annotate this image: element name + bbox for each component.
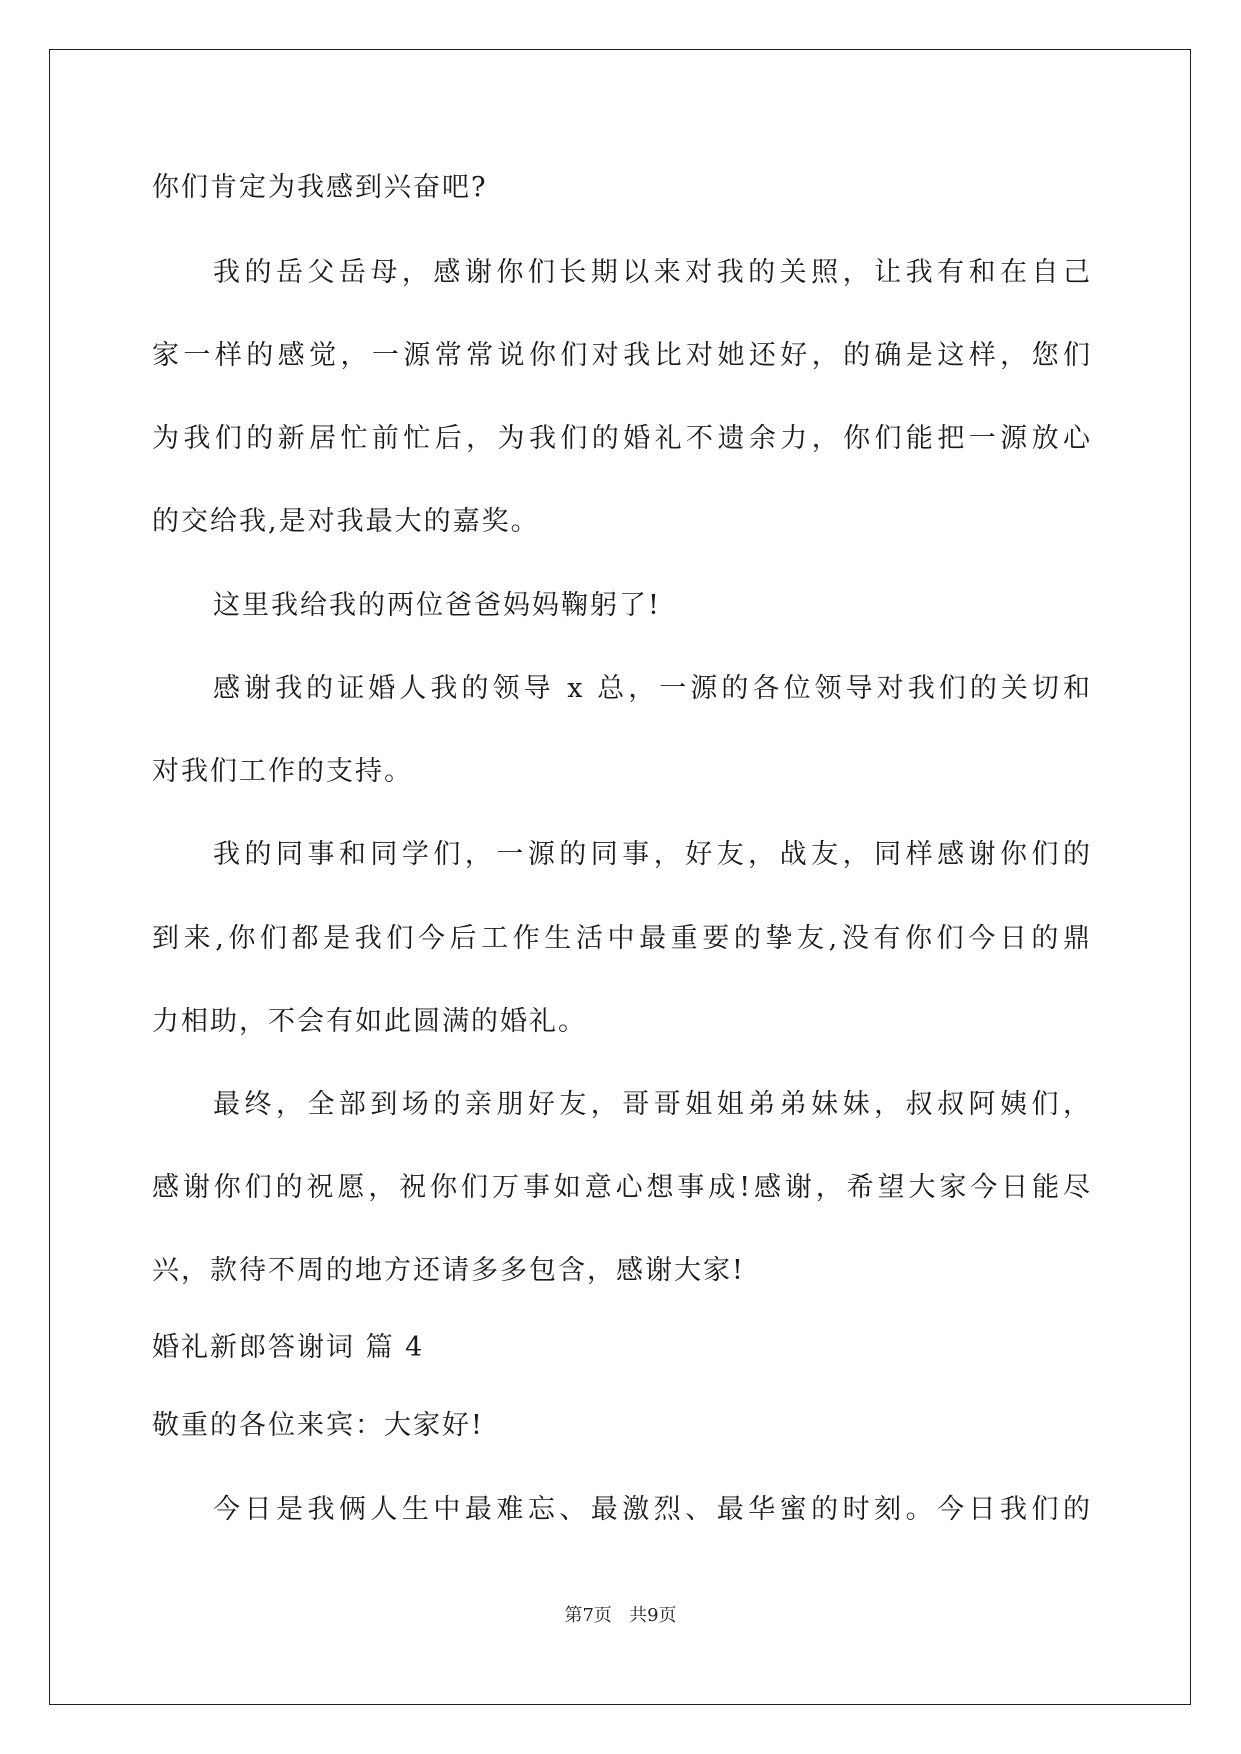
paragraph-first-line: 我的岳父岳母，感谢你们长期以来对我的关照，让我有和在自己 <box>213 257 1092 288</box>
text-line: 你们肯定为我感到兴奋吧? <box>152 172 488 203</box>
footer-spacer <box>612 1605 629 1626</box>
text-line: 为我们的新居忙前忙后，为我们的婚礼不遗余力，你们能把一源放心 <box>152 423 1092 454</box>
page-total: 共9页 <box>629 1605 677 1626</box>
salutation-line: 敬重的各位来宾：大家好! <box>152 1410 484 1441</box>
text-line: 对我们工作的支持。 <box>152 756 413 787</box>
page-number: 第7页 <box>564 1605 612 1626</box>
text-line: 的交给我,是对我最大的嘉奖。 <box>152 506 540 537</box>
paragraph-first-line: 感谢我的证婚人我的领导 x 总，一源的各位领导对我们的关切和 <box>213 673 1092 704</box>
text-line: 感谢你们的祝愿，祝你们万事如意心想事成!感谢，希望大家今日能尽 <box>152 1172 1092 1203</box>
section-heading: 婚礼新郎答谢词 篇 4 <box>152 1332 425 1363</box>
paragraph-first-line: 这里我给我的两位爸爸妈妈鞠躬了! <box>213 590 661 621</box>
paragraph-first-line: 我的同事和同学们，一源的同事，好友，战友，同样感谢你们的 <box>213 839 1092 870</box>
text-line: 力相助，不会有如此圆满的婚礼。 <box>152 1006 587 1037</box>
page-footer <box>0 1604 1241 1628</box>
paragraph-first-line: 今日是我俩人生中最难忘、最激烈、最华蜜的时刻。今日我们的 <box>213 1494 1092 1525</box>
text-line: 到来,你们都是我们今后工作生活中最重要的挚友,没有你们今日的鼎 <box>152 923 1092 954</box>
paragraph-first-line: 最终，全部到场的亲朋好友，哥哥姐姐弟弟妹妹，叔叔阿姨们， <box>213 1089 1092 1120</box>
text-line: 家一样的感觉，一源常常说你们对我比对她还好，的确是这样，您们 <box>152 340 1092 371</box>
text-line: 兴，款待不周的地方还请多多包含，感谢大家! <box>152 1255 745 1286</box>
page-border <box>49 49 1191 1705</box>
